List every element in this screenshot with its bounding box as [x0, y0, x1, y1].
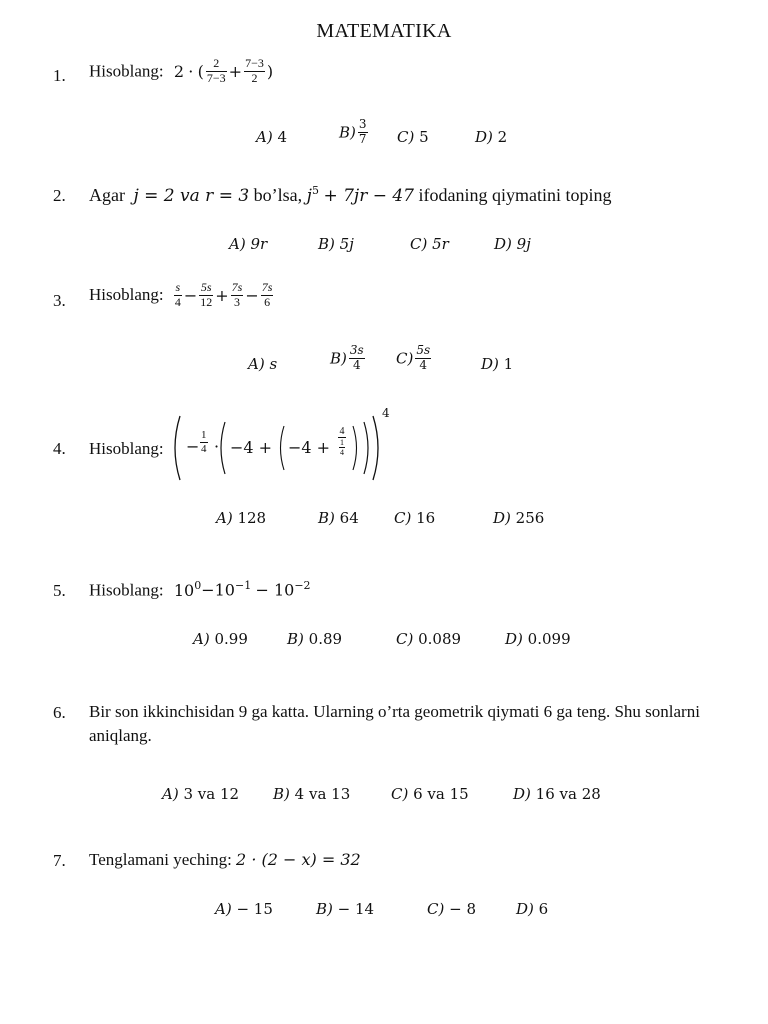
option-label: A)	[215, 900, 232, 918]
option-a[interactable]	[162, 785, 239, 803]
fraction	[415, 344, 431, 373]
option-label: C)	[394, 509, 412, 527]
option-label: D)	[513, 785, 531, 803]
expr-rest: + 7jr − 47	[323, 186, 414, 206]
fraction	[261, 281, 274, 310]
denominator: 2	[244, 71, 265, 86]
question-prefix: Hisoblang:	[89, 61, 164, 81]
expr-exponent: 0	[194, 579, 202, 592]
option-label: C)	[427, 900, 445, 918]
option-value: 5r	[432, 235, 449, 253]
option-value: 9r	[250, 235, 268, 253]
option-value: − 8	[449, 900, 477, 918]
option-value: s	[269, 355, 278, 373]
option-label: D)	[475, 128, 493, 146]
option-d[interactable]	[481, 355, 513, 373]
half-fraction	[198, 429, 210, 455]
option-value: − 14	[337, 900, 375, 918]
question-text	[89, 700, 729, 748]
question-line-1: Bir son ikkinchisidan 9 ga katta. Ularning o’rta geometrik qiymati 6 ga teng. Shu sonlarni	[89, 702, 700, 721]
expr-base: j	[306, 186, 312, 206]
option-label: A)	[256, 128, 273, 146]
question-number: 1.	[53, 66, 66, 85]
option-d[interactable]	[494, 235, 531, 253]
fraction	[206, 57, 227, 86]
option-value: 16	[416, 509, 436, 527]
expr-coefficient: 2	[173, 61, 185, 81]
fraction	[199, 281, 213, 310]
option-label: B)	[339, 123, 356, 142]
option-label: A)	[216, 509, 233, 527]
question-number: 7.	[53, 851, 66, 870]
numerator: 7−3	[245, 56, 264, 70]
question-number: 3.	[53, 291, 66, 310]
option-d[interactable]	[475, 128, 507, 146]
expr-term: − 10	[255, 580, 295, 600]
question-prefix: Hisoblang:	[89, 439, 164, 458]
expr-right-paren: )	[266, 61, 274, 81]
question-text	[89, 850, 361, 870]
numerator: 3	[358, 117, 367, 131]
option-c[interactable]	[391, 785, 469, 803]
denominator: 7	[358, 131, 367, 146]
question-line-2: aniqlang.	[89, 726, 152, 745]
option-value: 1	[503, 355, 514, 373]
option-value: 5	[419, 128, 429, 146]
denominator: 3	[231, 295, 244, 310]
question-suffix: ifodaning qiymatini toping	[418, 185, 612, 205]
option-label: C)	[397, 128, 415, 146]
option-value: 6 va 15	[413, 785, 469, 803]
option-b[interactable]	[287, 630, 342, 648]
option-label: D)	[493, 509, 511, 527]
option-a[interactable]	[216, 509, 266, 527]
option-label: B)	[318, 235, 335, 253]
denominator: 6	[261, 295, 274, 310]
question-prefix: Agar	[89, 185, 125, 205]
option-a[interactable]	[229, 235, 267, 253]
option-label: A)	[248, 355, 265, 373]
expr-left-paren: (	[197, 61, 204, 81]
expr-exponent: 5	[311, 184, 319, 197]
fraction	[244, 57, 265, 86]
expr-term-1: −4 +	[230, 438, 273, 457]
expr-exponent: 4	[382, 406, 390, 420]
option-value: 5j	[339, 235, 354, 253]
option-value: 9j	[516, 235, 531, 253]
question-text	[89, 281, 275, 310]
option-label: C)	[396, 349, 414, 368]
expr-dot: ·	[214, 437, 220, 456]
option-b[interactable]	[316, 900, 374, 918]
option-c[interactable]	[427, 900, 476, 918]
numerator: 5s	[200, 280, 212, 294]
option-label: C)	[410, 235, 428, 253]
fraction	[358, 118, 368, 147]
option-value: 4	[277, 128, 288, 146]
option-a[interactable]	[256, 128, 287, 146]
numerator: 7s	[261, 280, 273, 294]
option-a[interactable]	[215, 900, 273, 918]
option-b[interactable]	[318, 509, 359, 527]
option-a[interactable]	[248, 355, 277, 373]
option-b[interactable]	[330, 344, 367, 373]
numerator: s	[175, 280, 181, 294]
denominator: 4	[201, 442, 207, 455]
numerator: 1	[340, 438, 344, 447]
option-value: 64	[339, 509, 359, 527]
option-c[interactable]	[396, 344, 433, 373]
numerator: 7s	[231, 280, 243, 294]
option-value: 0.99	[214, 630, 248, 648]
option-d[interactable]	[505, 630, 571, 648]
question-prefix: Tenglamani yeching:	[89, 850, 232, 869]
option-label: B)	[318, 509, 335, 527]
option-b[interactable]	[273, 785, 350, 803]
option-value: 0.89	[308, 630, 343, 648]
fraction	[349, 344, 365, 373]
equation: 2 · (2 − x) = 32	[236, 850, 361, 869]
numerator: 1	[201, 429, 207, 441]
option-value: 2	[497, 128, 508, 146]
nested-fraction	[336, 426, 348, 457]
option-label: B)	[287, 630, 304, 648]
option-label: A)	[193, 630, 210, 648]
operator: −	[183, 285, 198, 305]
fraction	[174, 281, 182, 310]
option-value: 16 va 28	[535, 785, 601, 803]
question-number: 4.	[53, 439, 66, 458]
option-d[interactable]	[513, 785, 601, 803]
expr-negative: −	[186, 437, 200, 456]
option-c[interactable]	[410, 235, 449, 253]
fraction	[231, 281, 244, 310]
expr-exponent: −1	[234, 579, 252, 592]
numerator: 2	[213, 56, 220, 70]
denominator: 7−3	[206, 70, 226, 85]
option-d[interactable]	[493, 509, 544, 527]
expr-base: 10	[173, 580, 195, 600]
option-label: D)	[516, 900, 534, 918]
option-d[interactable]	[516, 900, 548, 918]
numerator: 3s	[349, 343, 364, 357]
question-prefix: Hisoblang:	[89, 285, 164, 305]
denominator-fraction	[338, 437, 346, 457]
option-label: B)	[330, 349, 347, 368]
option-c[interactable]	[394, 509, 435, 527]
option-label: C)	[391, 785, 409, 803]
option-value: 0.089	[418, 630, 462, 648]
expr-term: −10	[201, 580, 235, 600]
numerator: 4	[339, 426, 345, 437]
option-a[interactable]	[193, 630, 248, 648]
question-number: 5.	[53, 581, 66, 600]
expr-term-2: −4 +	[288, 438, 331, 457]
denominator: 4	[340, 448, 344, 458]
option-c[interactable]	[397, 128, 429, 146]
question-text	[89, 184, 611, 206]
question-text	[89, 57, 273, 86]
option-label: D)	[481, 355, 499, 373]
question-text	[89, 579, 311, 601]
option-value: 4 va 13	[294, 785, 351, 803]
operator: −	[245, 285, 259, 305]
question-number: 2.	[53, 186, 66, 205]
option-c[interactable]	[396, 630, 461, 648]
denominator: 4	[174, 294, 181, 309]
option-value: 128	[237, 509, 267, 527]
denominator: 12	[200, 294, 213, 309]
option-value: 3 va 12	[183, 785, 240, 803]
option-label: A)	[229, 235, 246, 253]
option-value: 0.099	[527, 630, 571, 648]
option-b[interactable]	[318, 235, 354, 253]
option-value: 256	[515, 509, 545, 527]
page-title: MATEMATIKA	[316, 20, 452, 42]
option-label: B)	[273, 785, 290, 803]
expr-exponent: −2	[294, 579, 311, 592]
numerator: 5s	[416, 343, 431, 357]
question-number: 6.	[53, 703, 66, 722]
operator: +	[215, 285, 229, 305]
option-label: D)	[505, 630, 523, 648]
denominator: 4	[349, 358, 365, 373]
question-mid: bo’lsa,	[253, 185, 303, 205]
option-b[interactable]	[339, 118, 370, 147]
option-label: A)	[162, 785, 179, 803]
option-label: B)	[316, 900, 333, 918]
option-label: D)	[494, 235, 512, 253]
question-prefix: Hisoblang:	[89, 580, 164, 600]
option-value: − 15	[236, 900, 273, 918]
expr-plus: +	[228, 61, 243, 81]
expr-dot: ·	[188, 61, 194, 81]
denominator: 4	[415, 358, 431, 373]
condition: j = 2 va r = 3	[133, 186, 250, 206]
option-label: C)	[396, 630, 414, 648]
option-value: 6	[538, 900, 549, 918]
